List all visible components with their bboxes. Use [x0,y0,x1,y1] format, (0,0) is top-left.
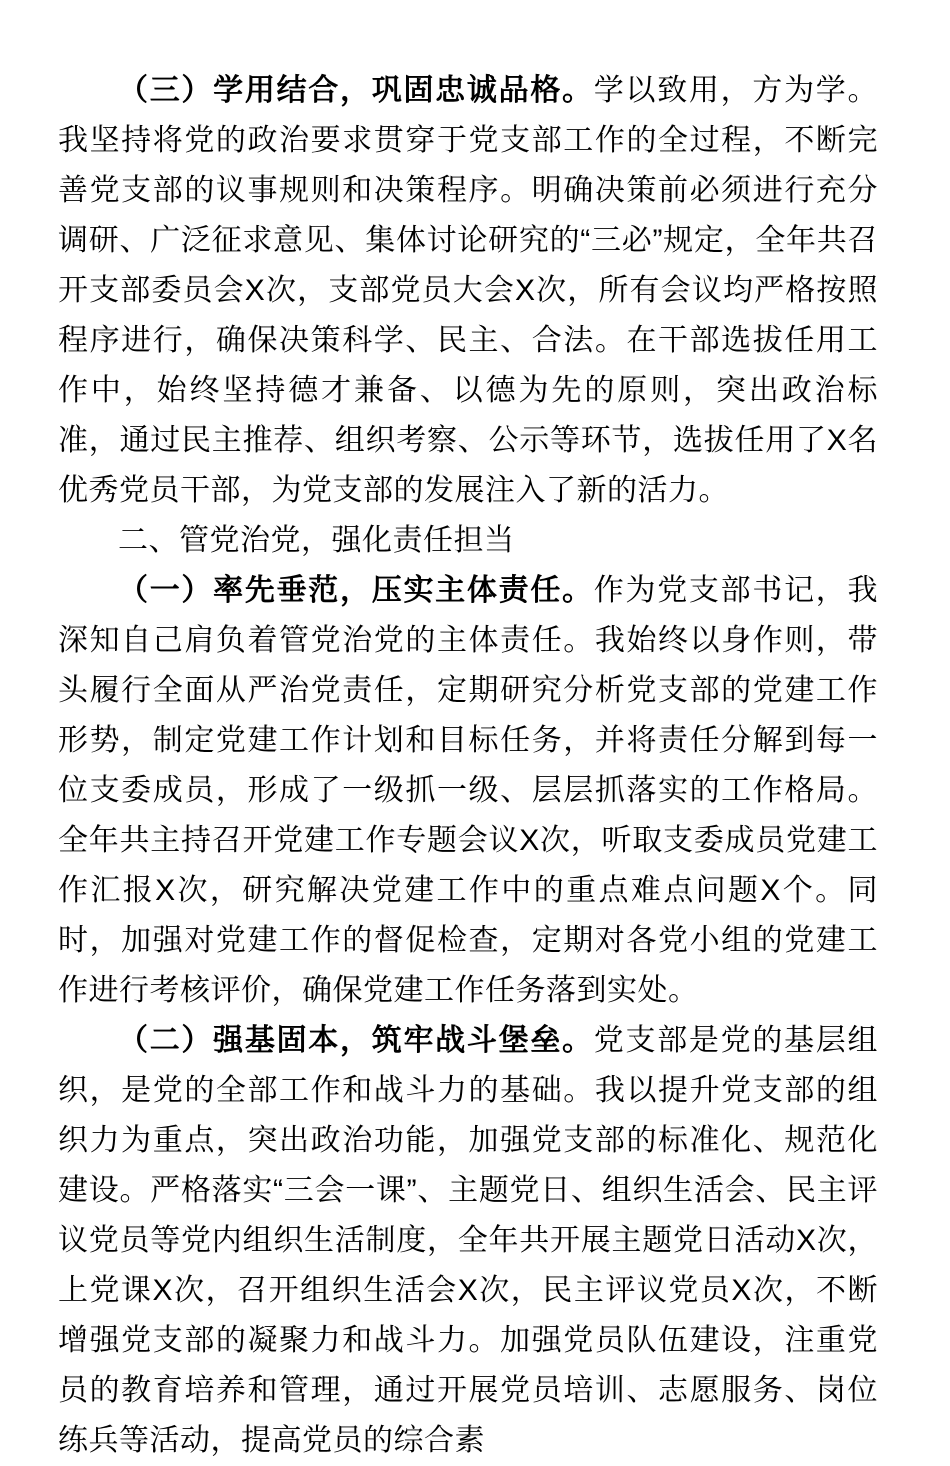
paragraph-2-1-text: 作为党支部书记，我深知自己肩负着管党治党的主体责任。我始终以身作则，带头履行全面从严治党责任，定期研究分析党支部的党建工作形势，制定党建工作计划和目标任务，并将责任分解到每一位支委成员，形成了一级抓一级、层层抓落实的工作格局。全年共主持召开党建工作专题会议X次，听取支委成员党建工作汇报X次，研究解决党建工作中的重点难点问题X个。同时，加强对党建工作的督促检查，定期对各党小组的党建工作进行考核评价，确保党建工作任务落到实处。 [58,574,879,1007]
paragraph-1-3-bold-lead: （三）学用结合，巩固忠诚品格。 [118,74,594,107]
paragraph-1-3 [58,66,878,516]
paragraph-1-3-text: 学以致用，方为学。我坚持将党的政治要求贯穿于党支部工作的全过程，不断完善党支部的议事规则和决策程序。明确决策前必须进行充分调研、广泛征求意见、集体讨论研究的“三必”规定，全年共召开支部委员会X次，支部党员大会X次，所有会议均严格按照程序进行，确保决策科学、民主、合法。在干部选拔任用工作中，始终坚持德才兼备、以德为先的原则，突出政治标准，通过民主推荐、组织考察、公示等环节，选拔任用了X名优秀党员干部，为党支部的发展注入了新的活力。 [58,74,879,507]
paragraph-2-2-text: 党支部是党的基层组织，是党的全部工作和战斗力的基础。我以提升党支部的组织力为重点，突出政治功能，加强党支部的标准化、规范化建设。严格落实“三会一课”、主题党日、组织生活会、民主评议党员等党内组织生活制度，全年共开展主题党日活动X次，上党课X次，召开组织生活会X次，民主评议党员X次，不断增强党支部的凝聚力和战斗力。加强党员队伍建设，注重党员的教育培养和管理，通过开展党员培训、志愿服务、岗位练兵等活动，提高党员的综合素 [58,1024,879,1457]
paragraph-2-1-bold-lead: （一）率先垂范，压实主体责任。 [118,574,594,607]
paragraph-2-2-bold-lead: （二）强基固本，筑牢战斗堡垒。 [118,1024,594,1057]
paragraph-2-1 [58,566,878,1016]
section-heading-2: 二、管党治党，强化责任担当 [118,524,515,557]
paragraph-2-2 [58,1016,878,1466]
